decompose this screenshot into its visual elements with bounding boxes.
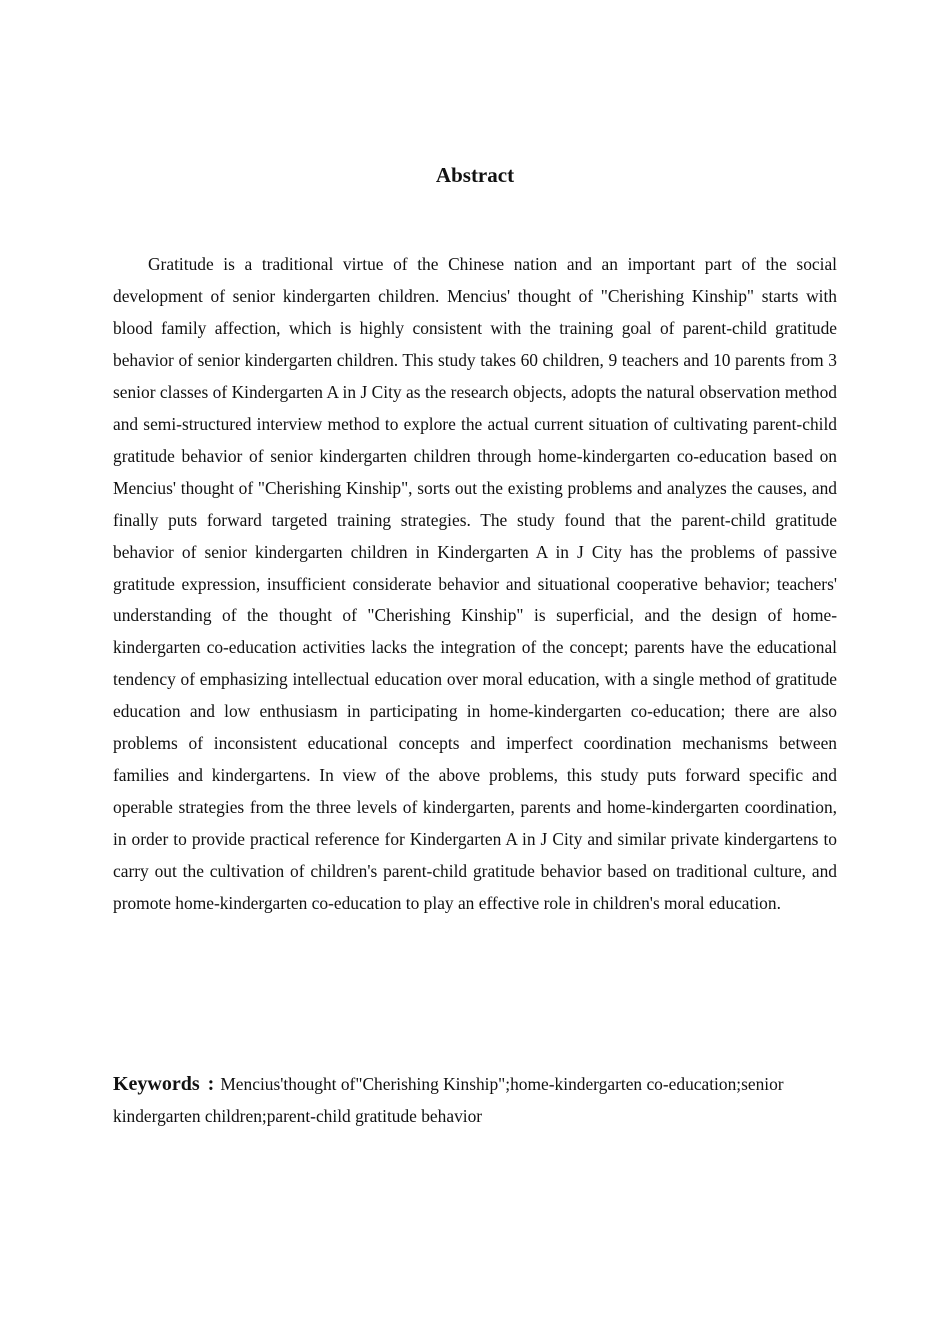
abstract-title: Abstract — [435, 163, 515, 187]
keywords-colon: : — [207, 1073, 215, 1095]
keywords-text: Mencius'thought of"Cherishing Kinship";home-kindergarten co-education;senior kindergarten children;parent-child gratitude behavior — [113, 1074, 784, 1126]
keywords-section — [113, 1068, 837, 1132]
keywords-label: Keywords — [113, 1073, 200, 1095]
abstract-body: Gratitude is a traditional virtue of the Chinese nation and an important part of the social development of senior kindergarten children. Mencius' thought of "Cherishing Kinship" starts with blood family affection, which is highly consistent with the training goal of parent-child gratitude behavior of senior kindergarten children. This study takes 60 children, 9 teachers and 10 parents from 3 senior classes of Kindergarten A in J City as the research objects, adopts the natural observation method and semi-structured interview method to explore the actual current situation of cultivating parent-child gratitude behavior of senior kindergarten children through home-kindergarten co-education based on Mencius' thought of "Cherishing Kinship", sorts out the existing problems and analyzes the causes, and finally puts forward targeted training strategies. The study found that the parent-child gratitude behavior of senior kindergarten children in Kindergarten A in J City has the problems of passive gratitude expression, insufficient considerate behavior and situational cooperative behavior; teachers' understanding of the thought of "Cherishing Kinship" is superficial, and the design of home-kindergarten co-education activities lacks the integration of the concept; parents have the educational tendency of emphasizing intellectual education over moral education, with a single method of gratitude education and low enthusiasm in participating in home-kindergarten co-education; there are also problems of inconsistent educational concepts and imperfect coordination mechanisms between families and kindergartens. In view of the above problems, this study puts forward specific and operable strategies from the three levels of kindergarten, parents and home-kindergarten coordination, in order to provide practical reference for Kindergarten A in J City and similar private kindergartens to carry out the cultivation of children's parent-child gratitude behavior based on traditional culture, and promote home-kindergarten co-education to play an effective role in children's moral education. — [113, 254, 837, 914]
